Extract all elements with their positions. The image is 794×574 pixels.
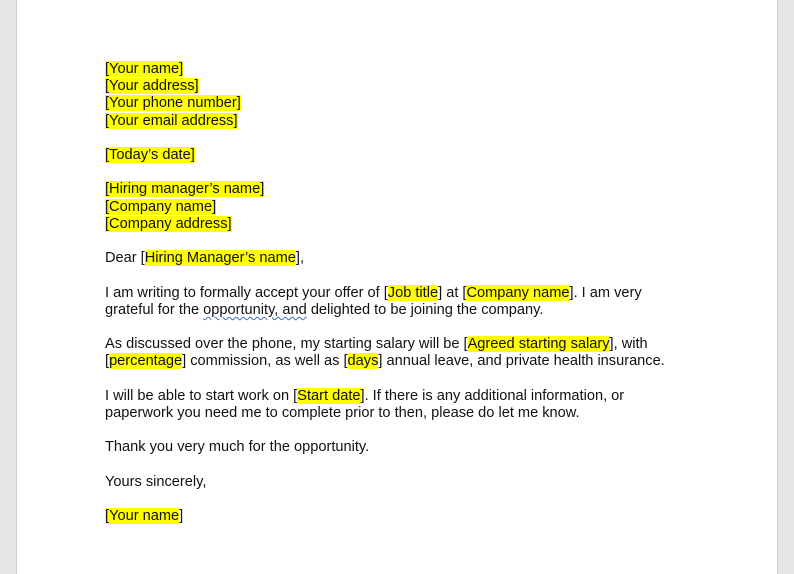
p2-text-2: ], with xyxy=(609,336,648,353)
p1-text-4: grateful for the xyxy=(105,301,204,318)
p3-text-2: ]. If there is any additional information, or xyxy=(360,387,625,404)
start-date-placeholder: Start date xyxy=(297,387,361,404)
company-name-placeholder: Company name xyxy=(466,284,570,301)
recipient-block xyxy=(105,181,705,233)
document-page xyxy=(16,0,778,574)
p1-text-3: ]. I am very xyxy=(569,284,642,301)
body-paragraph-2 xyxy=(105,336,705,370)
recipient-company-name: [Company name] xyxy=(105,198,217,215)
date-line xyxy=(105,147,705,164)
p2-text-4: ] commission, as well as [ xyxy=(182,353,348,370)
signature-open: [ xyxy=(105,508,110,525)
salutation-suffix: ], xyxy=(295,250,305,267)
p1-text-6: delighted to be joining the company. xyxy=(306,301,544,318)
thank-you-line: Thank you very much for the opportunity. xyxy=(105,439,370,456)
body-paragraph-4 xyxy=(105,439,705,456)
p2-text-5: ] annual leave, and private health insurance. xyxy=(378,353,665,370)
signature xyxy=(105,508,705,525)
p2-text-1: As discussed over the phone, my starting salary will be [ xyxy=(105,336,468,353)
signature-name: Your name xyxy=(109,508,180,525)
p3-text-3: paperwork you need me to complete prior to then, please do let me know. xyxy=(105,404,580,421)
job-title-placeholder: Job title xyxy=(387,284,439,301)
signature-close: ] xyxy=(179,508,184,525)
recipient-company-address: [Company address] xyxy=(105,215,232,232)
p1-text-2: ] at [ xyxy=(438,284,467,301)
grammar-suggestion[interactable]: opportunity, and xyxy=(203,301,307,318)
body-paragraph-3 xyxy=(105,388,705,422)
letter-date: [Today’s date] xyxy=(105,147,195,163)
p1-text-1: I am writing to formally accept your offer of [ xyxy=(105,284,388,301)
body-paragraph-1 xyxy=(105,285,705,319)
salutation xyxy=(105,250,705,267)
salary-placeholder: Agreed starting salary xyxy=(467,336,610,353)
sender-phone: [Your phone number] xyxy=(105,95,241,112)
salutation-placeholder: Hiring Manager’s name xyxy=(144,250,296,267)
sender-address: [Your address] xyxy=(105,78,199,95)
sender-name: [Your name] xyxy=(105,61,184,77)
letter-body[interactable] xyxy=(105,61,705,543)
percentage-placeholder: percentage xyxy=(109,353,183,370)
sender-block xyxy=(105,61,705,130)
sender-email: [Your email address] xyxy=(105,112,238,129)
recipient-manager-name: [Hiring manager’s name] xyxy=(105,181,265,198)
closing xyxy=(105,474,705,491)
salutation-prefix: Dear [ xyxy=(105,250,145,267)
p3-text-1: I will be able to start work on [ xyxy=(105,387,298,404)
p2-text-3: [ xyxy=(105,353,110,370)
days-placeholder: days xyxy=(347,353,379,370)
closing-line: Yours sincerely, xyxy=(105,473,207,490)
